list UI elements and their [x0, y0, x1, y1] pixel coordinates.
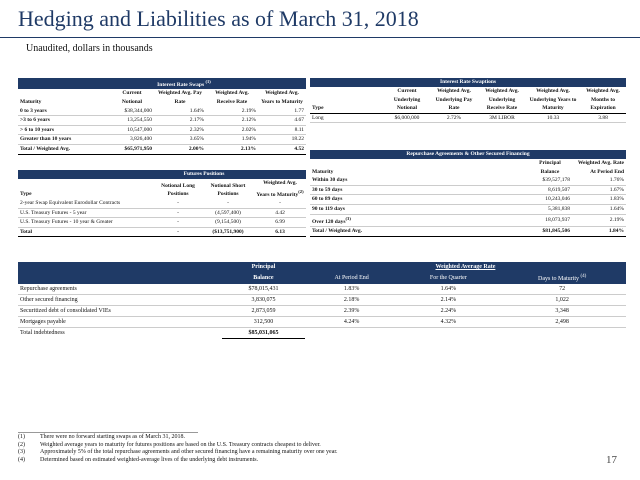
row-label: 2-year Swap Equivalent Eurodollar Contracts [18, 199, 154, 208]
cell-value: 8,619,507 [528, 185, 572, 195]
cell-value: 1.64% [572, 204, 626, 214]
cell-value: 1.67% [572, 185, 626, 195]
cell-value: 2.18% [305, 295, 398, 306]
footnotes [18, 434, 338, 464]
swaps-col-maturity: Maturity [20, 99, 42, 106]
table-row [310, 204, 626, 214]
cell-value: 4.24% [305, 317, 398, 328]
cell-value: 10,243,046 [528, 195, 572, 205]
repo-header: Repurchase Agreements & Other Secured Financing [310, 150, 626, 159]
table-row [18, 199, 306, 208]
swaps-header: Interest Rate Swaps $^{(1)}$ [110, 78, 258, 89]
cell-value: 4.67 [258, 116, 306, 126]
repo-col-rate: Weighted Avg. Rate At Period End [577, 160, 624, 175]
row-label: Within 30 days [310, 176, 528, 185]
futures-rows [18, 199, 306, 227]
indebtedness-table [18, 262, 626, 339]
row-label: >3 to 6 years [18, 116, 110, 126]
swaps-col-notional: Current Notional [121, 90, 143, 106]
debt-col-quarter: For the Quarter [398, 272, 498, 284]
row-label: 60 to 89 days [310, 195, 528, 205]
table-row [310, 214, 626, 226]
cell-value: 1.77 [258, 107, 306, 116]
title-rule [0, 37, 640, 38]
debt-rows [18, 284, 626, 328]
cell-value: - [254, 199, 306, 208]
cell-value: - [202, 199, 254, 208]
cell-value: 1.76% [572, 176, 626, 185]
cell-value: 2.39% [305, 306, 398, 317]
debt-col-days: Days to Maturity $^{(4)}$ [498, 272, 626, 284]
repo-rows [310, 176, 626, 226]
table-row [18, 208, 306, 218]
cell-value: $39,527,178 [528, 176, 572, 185]
cell-value: 1,022 [498, 295, 626, 306]
swaptions-table [310, 78, 626, 123]
swaps-col-years: Weighted Avg. Years to Maturity [261, 90, 303, 106]
swaptions-header: Interest Rate Swaptions [310, 78, 626, 87]
row-label: Long [310, 113, 384, 123]
futures-col-years: Weighted Avg. Years to Maturity$^{(2)}$ [256, 180, 304, 198]
cell-value: 10.33 [526, 113, 580, 123]
cell-value: $78,015,431 [222, 284, 305, 295]
cell-value: 4.42 [254, 208, 306, 218]
swaptions-col-type: Type [310, 87, 384, 113]
swaps-col-receive: Weighted Avg. Receive Rate [215, 90, 249, 106]
debt-col-principal-bottom: Balance [222, 272, 305, 284]
table-row [18, 116, 306, 126]
swaps-table [18, 78, 306, 155]
cell-value: 10,547,000 [110, 125, 154, 135]
futures-col-long: Notional Long Positions [161, 182, 195, 198]
repo-total-row: Total / Weighted Avg. $81,845,506 1.84% [310, 226, 626, 236]
cell-value: 1.83% [572, 195, 626, 205]
footnote-2: (2) Weighted average years to maturity for futures positions are based on the U.S. Treasury contracts cheapest to deliver. [18, 441, 321, 448]
table-row [18, 135, 306, 145]
table-row [18, 306, 626, 317]
table-row [18, 284, 626, 295]
debt-total-row: Total indebtedness $85,031,065 [18, 328, 626, 339]
cell-value: - [154, 218, 202, 228]
cell-value: 2.12% [206, 116, 258, 126]
row-label: 30 to 59 days [310, 185, 528, 195]
row-label: 0 to 3 years [18, 107, 110, 116]
table-row [18, 295, 626, 306]
row-label: Repurchase agreements [18, 284, 222, 295]
cell-value: 2.32% [154, 125, 206, 135]
swaps-total-row: Total / Weighted Avg. $65,971,950 2.00% 2.13% 4.52 [18, 144, 306, 154]
swaptions-col-pay: Weighted Avg. Underlying Pay Rate [430, 87, 478, 113]
swaptions-col-receive: Weighted Avg. Underlying Receive Rate [478, 87, 526, 113]
page-number: 17 [606, 454, 617, 466]
row-label: Securitized debt of consolidated VIEs [18, 306, 222, 317]
cell-value: - [154, 199, 202, 208]
debt-group-header: Weighted Average Rate [305, 262, 626, 272]
cell-value: $38,344,000 [110, 107, 154, 116]
swaps-col-pay: Weighted Avg. Pay Rate [157, 90, 203, 106]
footnote-1: (1) There were no forward starting swaps as of March 31, 2018. [18, 434, 185, 440]
swaptions-col-years: Weighted Avg. Underlying Years to Maturity [526, 87, 580, 113]
cell-value: 3,830,075 [222, 295, 305, 306]
cell-value: 3,826,400 [110, 135, 154, 145]
cell-value: 2.02% [206, 125, 258, 135]
cell-value: 18,073,937 [528, 214, 572, 226]
row-label: 90 to 119 days [310, 204, 528, 214]
row-label: Mortgages payable [18, 317, 222, 328]
cell-value: 1.83% [305, 284, 398, 295]
page-subtitle: Unaudited, dollars in thousands [26, 43, 153, 54]
footnote-3: (3) Approximately 5% of the total repurchase agreements and other secured financing have a remaining maturity over one year. [18, 449, 338, 455]
swaptions-col-notional: Current Underlying Notional [384, 87, 430, 113]
futures-col-short: Notional Short Positions [210, 182, 246, 198]
repo-col-maturity: Maturity [312, 168, 334, 175]
row-label: U.S. Treasury Futures - 10 year & Greater [18, 218, 154, 228]
table-row [310, 176, 626, 185]
row-footnote-marker: (3) [345, 215, 351, 221]
cell-value: 2.24% [398, 306, 498, 317]
cell-value: 4.32% [398, 317, 498, 328]
page-title: Hedging and Liabilities as of March 31, 2018 [18, 6, 419, 31]
cell-value: 1.94% [206, 135, 258, 145]
cell-value: 5,381,838 [528, 204, 572, 214]
table-row [310, 113, 626, 123]
table-row [310, 185, 626, 195]
footnote-4: (4) Determined based on estimated weighted-average lives of the underlying debt instruments. [18, 456, 259, 463]
row-label: > 6 to 10 years [18, 125, 110, 135]
cell-value: 72 [498, 284, 626, 295]
swaptions-rows [310, 113, 626, 123]
cell-value: 2.19% [572, 214, 626, 226]
cell-value: 2,498 [498, 317, 626, 328]
cell-value: 3M LIBOR [478, 113, 526, 123]
cell-value: - [154, 208, 202, 218]
cell-value: (4,597,400) [202, 208, 254, 218]
cell-value: $6,000,000 [384, 113, 430, 123]
cell-value: 3.65% [154, 135, 206, 145]
table-row [18, 107, 306, 116]
repo-col-principal: Principal Balance [539, 160, 561, 175]
cell-value: 1.64% [154, 107, 206, 116]
futures-total-row: Total - ($13,751,900) 6.13 [18, 227, 306, 237]
footnote-rule [18, 432, 198, 433]
cell-value: 2.14% [398, 295, 498, 306]
table-row [18, 317, 626, 328]
cell-value: 312,500 [222, 317, 305, 328]
row-label: Greater than 10 years [18, 135, 110, 145]
table-row [18, 125, 306, 135]
cell-value: 2.19% [206, 107, 258, 116]
cell-value: 2.72% [430, 113, 478, 123]
cell-value: 3.88 [580, 113, 626, 123]
repo-table [310, 150, 626, 237]
swaptions-col-months: Weighted Avg. Months to Expiration [580, 87, 626, 113]
table-row [310, 195, 626, 205]
cell-value: 6.99 [254, 218, 306, 228]
cell-value: 8.11 [258, 125, 306, 135]
cell-value: 2.17% [154, 116, 206, 126]
cell-value: 13,254,550 [110, 116, 154, 126]
swaps-rows [18, 107, 306, 145]
cell-value: 1.64% [398, 284, 498, 295]
futures-col-type: Type [20, 191, 32, 198]
table-row [18, 218, 306, 228]
cell-value: 2,873,059 [222, 306, 305, 317]
cell-value: 3,348 [498, 306, 626, 317]
row-label: Over 120 days$^{(3)}$ [310, 214, 528, 226]
cell-value: (9,154,500) [202, 218, 254, 228]
debt-col-principal-top: Principal [222, 262, 305, 272]
futures-header: Futures Positions [154, 170, 254, 179]
cell-value: 18.22 [258, 135, 306, 145]
row-label: Other secured financing [18, 295, 222, 306]
futures-table [18, 170, 306, 237]
row-label: U.S. Treasury Futures - 5 year [18, 208, 154, 218]
debt-col-period-end: At Period End [305, 272, 398, 284]
